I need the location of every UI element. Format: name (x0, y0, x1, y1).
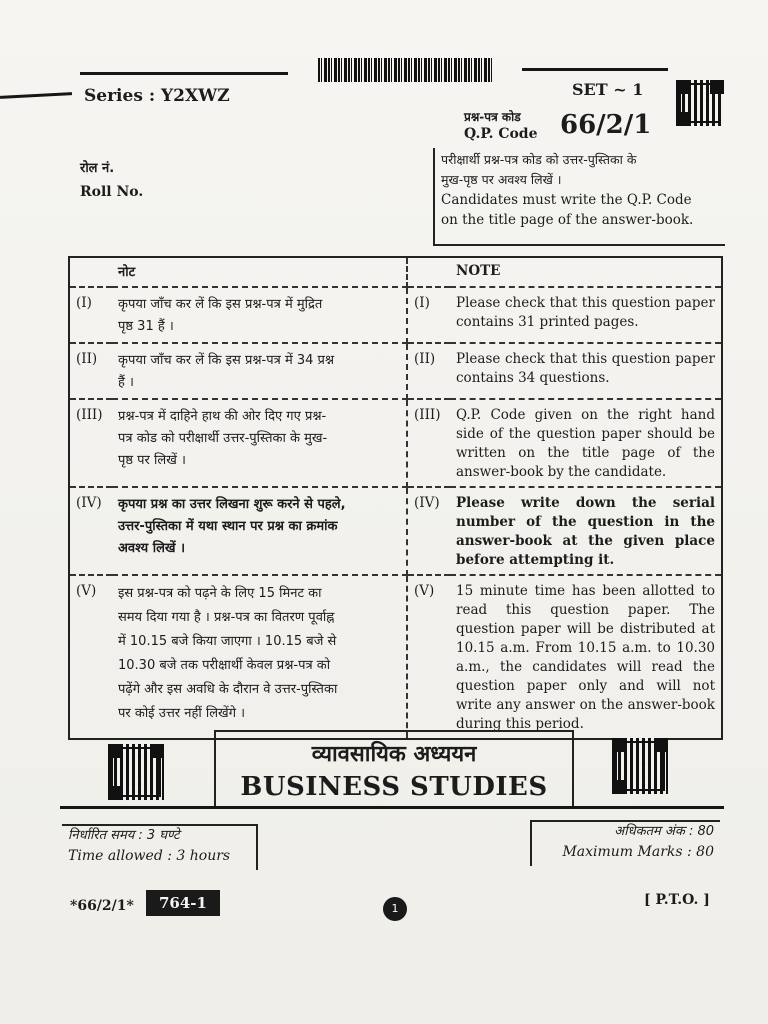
instruction-hindi-line: इस प्रश्न-पत्र को पढ़ने के लिए 15 मिनट का (118, 586, 322, 601)
instruction-hindi-line: पृष्ठ 31 हैं । (118, 319, 174, 334)
candidate-note-hindi-2: मुख-पृष्ठ पर अवश्य लिखें । (441, 172, 562, 187)
maximum-marks-hindi: अधिकतम अंक : 80 (614, 824, 714, 839)
instruction-row (69, 487, 722, 575)
time-allowed: Time allowed : 3 hours (68, 848, 231, 864)
instruction-english: Q.P. Code given on the right hand side of the question paper should be written on the title page of the answer-book by the candidate. (450, 399, 722, 487)
subject-title: BUSINESS STUDIES (240, 772, 548, 802)
instruction-hindi-line: में 10.15 बजे किया जाएगा । 10.15 बजे से (118, 634, 337, 649)
page-number-badge: 1 (383, 897, 407, 921)
header-spacer-left (69, 257, 112, 287)
instruction-hindi-line: पत्र कोड को परीक्षार्थी उत्तर-पुस्तिका के मुख- (118, 431, 328, 446)
set-label: SET ~ 1 (572, 80, 644, 99)
instruction-english: 15 minute time has been allotted to read this question paper. The question paper will be distributed at 10.15 a.m. From 10.15 a.m. to 10.30 a.m., the candidates will read the question paper only and will not write any answer on the answer-book during this period. (456, 583, 715, 732)
subject-rule (60, 806, 724, 809)
qr-code-right-icon (612, 738, 668, 794)
instruction-hindi-line: पृष्ठ पर लिखें । (118, 453, 186, 468)
instruction-hindi (112, 399, 407, 487)
series-label: Series : Y2XWZ (84, 86, 230, 106)
qr-code-top-icon (676, 80, 724, 126)
instructions-header-row (69, 257, 722, 287)
note-heading-hindi: नोट (112, 257, 407, 287)
instruction-hindi-line: अवश्य लिखें । (118, 541, 186, 556)
candidate-note-english-2: on the title page of the answer-book. (441, 212, 694, 228)
top-left-rule (80, 72, 288, 75)
instruction-hindi (112, 343, 407, 399)
instruction-number-hindi: (III) (69, 399, 112, 487)
candidate-note-hindi-1: परीक्षार्थी प्रश्न-पत्र कोड को उत्तर-पुस्तिका के (441, 152, 637, 167)
barcode-icon (318, 58, 494, 82)
instruction-hindi-line: प्रश्न-पत्र में दाहिने हाथ की ओर दिए गए प्रश्न- (118, 409, 327, 424)
qp-code-value: 66/2/1 (560, 110, 652, 140)
instruction-english: Please write down the serial number of the question in the answer-book at the given place before attempting it. (450, 487, 722, 575)
instruction-english: Please check that this question paper contains 34 questions. (450, 343, 722, 399)
instruction-hindi-line: पर कोई उत्तर नहीं लिखेंगे । (118, 706, 246, 721)
instruction-hindi-line: उत्तर-पुस्तिका में यथा स्थान पर प्रश्न का क्रमांक (118, 519, 338, 534)
roll-number-label-hindi: रोल नं. (80, 161, 115, 176)
instruction-hindi-line: हैं । (118, 375, 134, 390)
time-allowed-hindi: निर्धारित समय : 3 घण्टे (68, 828, 180, 843)
instruction-hindi (112, 487, 407, 575)
instructions-table (68, 256, 723, 740)
instruction-hindi-line: समय दिया गया है । प्रश्न-पत्र का वितरण पूर्वाह्न (118, 610, 335, 625)
instruction-hindi (112, 287, 407, 343)
note-heading-english: NOTE (450, 257, 722, 287)
maximum-marks-box (530, 820, 720, 866)
instruction-hindi-line: 10.30 बजे तक परीक्षार्थी केवल प्रश्न-पत्र को (118, 658, 331, 673)
maximum-marks: Maximum Marks : 80 (562, 844, 714, 860)
paper-reference: *66/2/1* (70, 898, 134, 914)
instruction-number-english: (III) (407, 399, 450, 487)
candidate-instruction-box (433, 148, 725, 246)
header-spacer-right (407, 257, 450, 287)
subject-title-hindi: व्यावसायिक अध्ययन (311, 742, 477, 767)
instruction-number-english: (IV) (407, 487, 450, 575)
instruction-english: Please check that this question paper contains 31 printed pages. (450, 287, 722, 343)
series-rule (0, 92, 72, 99)
subject-title-box (214, 730, 574, 808)
roll-number-label: Roll No. (80, 184, 144, 200)
please-turn-over-label: [ P.T.O. ] (644, 892, 710, 908)
qp-code-label: Q.P. Code (464, 126, 538, 142)
instruction-number-english: (V) (414, 583, 435, 599)
instruction-number-hindi: (II) (69, 343, 112, 399)
instruction-row (69, 575, 722, 739)
paper-code-chip: 764-1 (146, 890, 220, 916)
instruction-number-hindi: (IV) (69, 487, 112, 575)
instruction-number-hindi: (I) (69, 287, 112, 343)
time-allowed-box (62, 824, 258, 870)
instruction-number-english: (II) (407, 343, 450, 399)
instruction-hindi-line: कृपया प्रश्न का उत्तर लिखना शुरू करने से पहले, (118, 497, 346, 512)
instruction-row (69, 343, 722, 399)
top-right-rule (522, 68, 668, 71)
qp-code-label-hindi: प्रश्न-पत्र कोड (464, 110, 521, 124)
instruction-number-hindi: (V) (76, 583, 97, 599)
qr-code-left-icon (108, 744, 164, 800)
instruction-hindi (112, 575, 407, 739)
candidate-note-english-1: Candidates must write the Q.P. Code (441, 192, 692, 208)
instruction-hindi-line: कृपया जाँच कर लें कि इस प्रश्न-पत्र में 34 प्रश्न (118, 353, 335, 368)
instruction-hindi-line: कृपया जाँच कर लें कि इस प्रश्न-पत्र में मुद्रित (118, 297, 323, 312)
instruction-hindi-line: पढ़ेंगे और इस अवधि के दौरान वे उत्तर-पुस्तिका (118, 682, 338, 697)
instruction-row (69, 287, 722, 343)
instruction-number-english: (I) (407, 287, 450, 343)
instruction-row (69, 399, 722, 487)
